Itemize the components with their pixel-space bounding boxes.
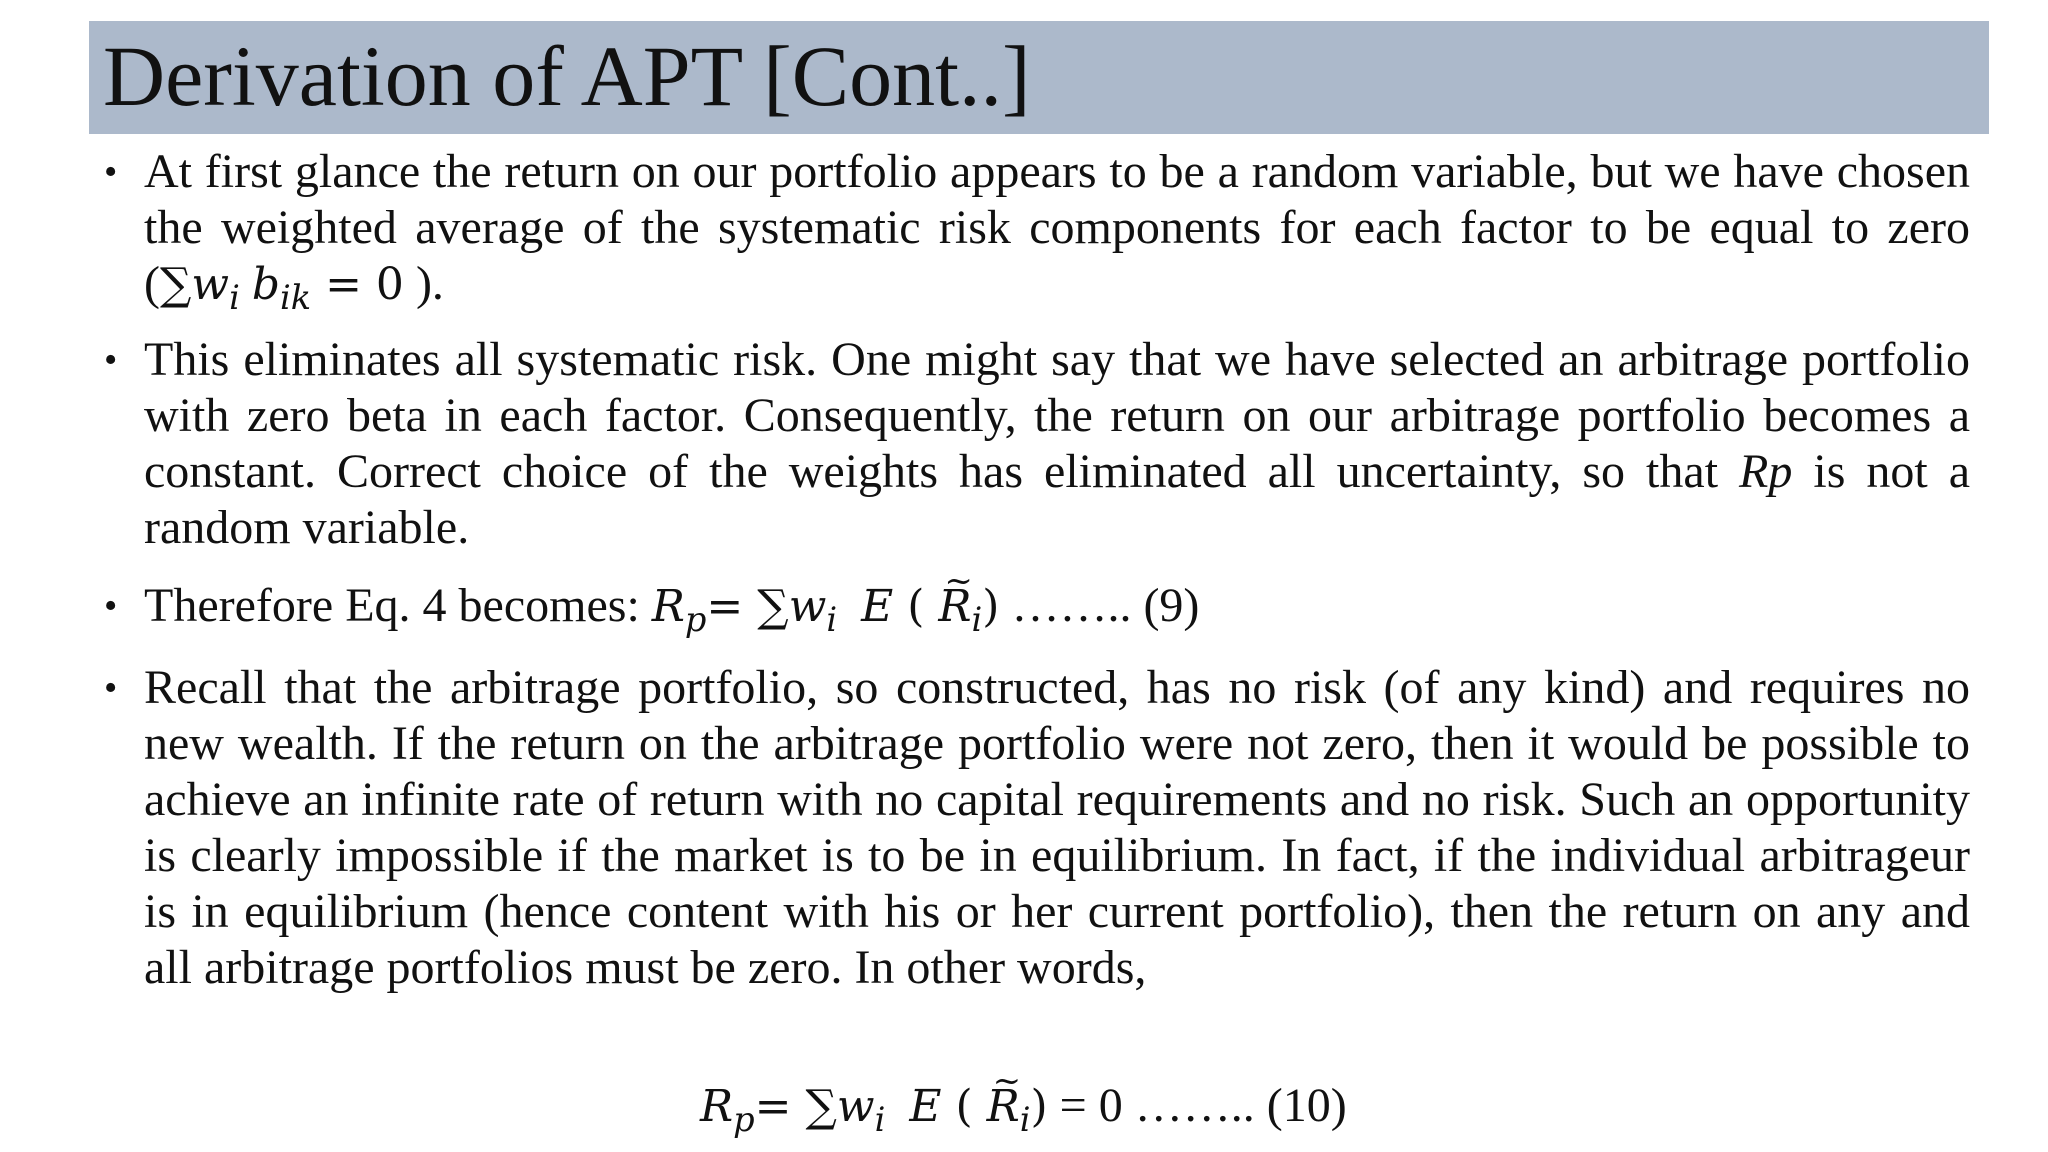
bullet-3-text [144,578,1970,640]
bullet-2-tail: is not a random variable. [144,445,1971,554]
equals-sum: = ∑ [706,581,789,632]
portfolio-return-subscript: p [684,600,707,640]
equation-10-label: = 0 …….. (10) [1047,1079,1347,1132]
bullet-1-text [144,144,1970,318]
asset-return-symbol: ~ R [938,579,971,635]
expectation-symbol: E [909,1081,942,1132]
sum-symbol: ∑ [159,259,192,310]
bullet-2-lead: This eliminates all systematic risk. One might say that we have selected an arbitrage portfolio with zero beta in each factor. Consequently, the return on our arbitrage portfolio becomes a constant. Correct choice of the weights has eliminated all uncertainty, so that [144,333,1970,498]
weight-symbol: w [788,581,827,632]
equation-10 [700,1078,1347,1140]
portfolio-return-symbol: Rp [1739,445,1793,498]
bullet-3-lead: Therefore Eq. 4 becomes: [144,579,652,632]
portfolio-return-subscript: p [733,1100,755,1140]
weight-subscript: i [826,600,838,640]
open-paren: ( [893,581,939,632]
factor-loading-subscript: ik [280,278,312,318]
weight-subscript: i [874,1100,886,1140]
factor-loading-symbol: b [251,259,280,310]
bullet-4-text: Recall that the arbitrage portfolio, so constructed, has no risk (of any kind) and requires no new wealth. If the return on the arbitrage portfolio were not zero, then it would be possible to achieve an infinite rate of return with no capital requirements and no risk. Such an opportunity is clearly impossible if the market is to be in equilibrium. In fact, if the individual arbitrageur is in equilibrium (hence content with his or her current portfolio), then the return on any and all arbitrage portfolios must be zero. In other words, [144,661,1970,994]
asset-return-subscript: i [1019,1100,1031,1140]
bullet-marker: • [104,585,118,627]
portfolio-return-symbol: R [651,581,685,632]
asset-return-subscript: i [971,600,983,640]
slide-title: Derivation of APT [Cont..] [103,28,1031,124]
weight-subscript: i [229,278,240,318]
close-paren: ) [1030,1081,1048,1132]
bullet-marker: • [104,667,118,709]
asset-return-symbol: ~ R [987,1079,1020,1135]
equals-sum: = ∑ [754,1081,837,1132]
weight-symbol: w [191,259,230,310]
weight-symbol: w [836,1081,875,1132]
bullet-1-lead: At first glance the return on our portfolio appears to be a random variable, but we have chosen the weighted average of the systematic risk components for each factor to be equal to zero ( [144,145,1970,310]
portfolio-return-symbol: R [700,1081,734,1132]
close-paren: ) [982,581,1000,632]
equals-zero: = 0 [311,259,404,310]
open-paren: ( [941,1081,987,1132]
expectation-symbol: E [861,581,894,632]
bullet-2-text [144,332,1970,556]
equation-9-label: …….. (9) [999,579,1200,632]
bullet-marker: • [104,339,118,381]
bullet-marker: • [104,151,118,193]
bullet-1-tail: ). [403,257,444,310]
